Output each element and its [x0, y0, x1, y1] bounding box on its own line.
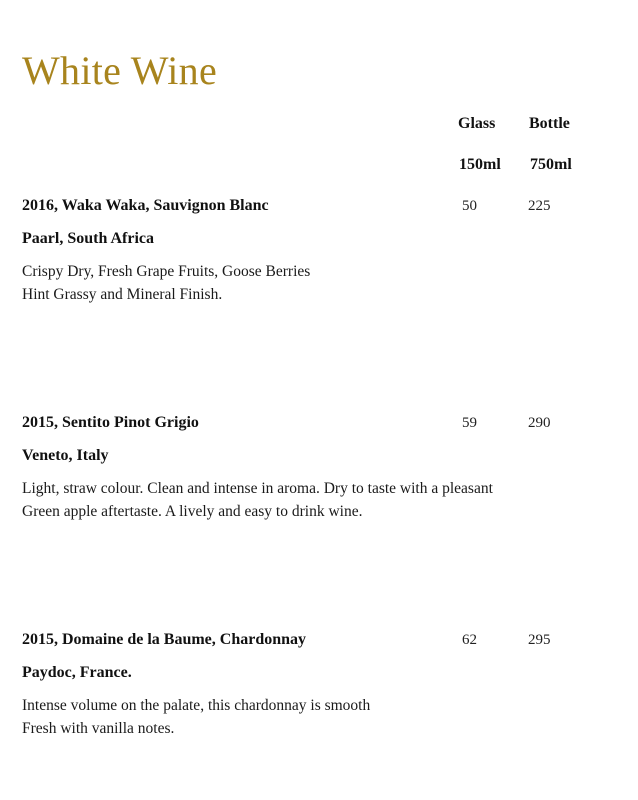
bottle-column-header: Bottle — [529, 115, 570, 132]
wine-description — [22, 694, 370, 740]
glass-price: 62 — [462, 632, 477, 648]
bottle-price: 225 — [528, 198, 551, 214]
wine-origin: Paydoc, France. — [22, 664, 132, 681]
wine-name: 2015, Domaine de la Baume, Chardonnay — [22, 631, 307, 648]
wine-description — [22, 477, 493, 523]
wine-item — [22, 413, 622, 563]
wine-name: 2016, Waka Waka, Sauvignon Blanc — [22, 197, 269, 214]
glass-price: 50 — [462, 198, 477, 214]
wine-description-line: Hint Grassy and Mineral Finish. — [22, 286, 223, 303]
wine-description-line: Light, straw colour. Clean and intense in aroma. Dry to taste with a pleasant — [22, 480, 493, 497]
bottle-price: 295 — [528, 632, 551, 648]
page-title: White Wine — [22, 48, 218, 93]
bottle-size-header: 750ml — [530, 156, 572, 173]
wine-description-line: Crispy Dry, Fresh Grape Fruits, Goose Berries — [22, 263, 311, 280]
wine-name: 2015, Sentito Pinot Grigio — [22, 414, 199, 431]
wine-description-line: Intense volume on the palate, this chardonnay is smooth — [22, 697, 371, 714]
wine-description-line: Fresh with vanilla notes. — [22, 720, 175, 737]
wine-item — [22, 196, 622, 346]
glass-price: 59 — [462, 415, 477, 431]
wine-description — [22, 260, 310, 306]
glass-column-header: Glass — [458, 115, 496, 132]
glass-size-header: 150ml — [459, 156, 501, 173]
wine-origin: Veneto, Italy — [22, 447, 109, 464]
wine-origin: Paarl, South Africa — [22, 230, 154, 247]
wine-item — [22, 630, 622, 780]
wine-description-line: Green apple aftertaste. A lively and easy to drink wine. — [22, 503, 363, 520]
bottle-price: 290 — [528, 415, 551, 431]
